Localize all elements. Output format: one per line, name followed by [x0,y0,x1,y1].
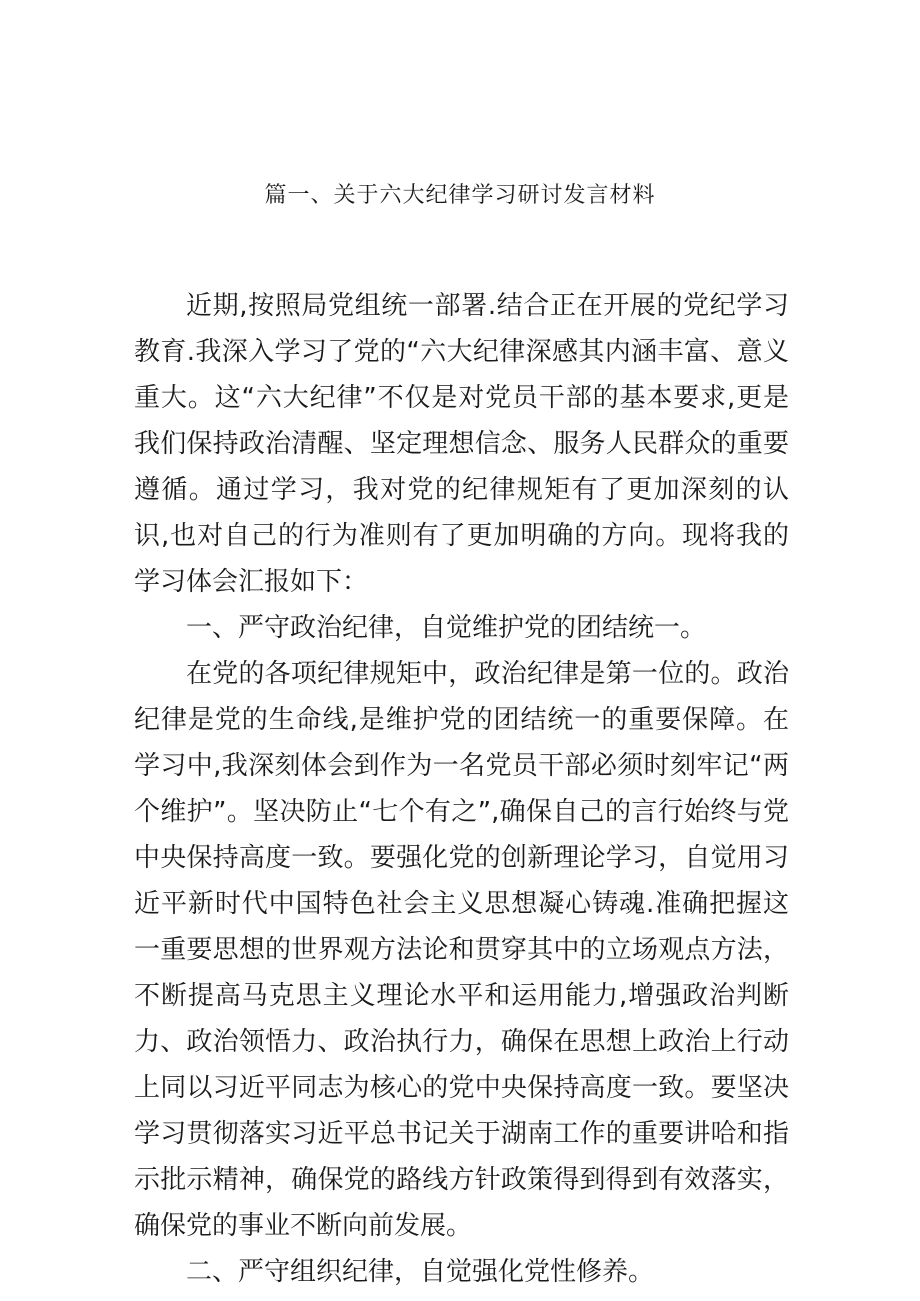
section-heading-organizational-discipline: 二、严守组织纪律，自觉强化党性修养。 [186,1257,655,1287]
paragraph-political-discipline: 在党的各项纪律规矩中，政治纪律是第一位的。政治纪律是党的生命线,是维护党的团结统一的重要保障。在学习中,我深刻体会到作为一名党员干部必须时刻牢记“两个维护”。坚决防止“七个有之”,确保自己的言行始终与党中央保持高度一致。要强化党的创新理论学习，自觉用习近平新时代中国特色社会主义思想凝心铸魂.准确把握这一重要思想的世界观方法论和贯穿其中的立场观点方法，不断提高马克思主义理论水平和运用能力,增强政治判断力、政治领悟力、政治执行力，确保在思想上政治上行动上同以习近平同志为核心的党中央保持高度一致。要坚决学习贯彻落实习近平总书记关于湖南工作的重要讲哈和指示批示精神，确保党的路线方针政策得到得到有效落实，确保党的事业不断向前发展。 [134,659,789,1241]
paragraph-intro: 近期,按照局党组统一部署.结合正在开展的党纪学习教育.我深入学习了党的“六大纪律深感其内涵丰富、意义重大。这“六大纪律”不仅是对党员干部的基本要求,更是我们保持政治清醒、坚定理想信念、服务人民群众的重要遵循。通过学习，我对党的纪律规矩有了更加深刻的认识,也对自己的行为准则有了更加明确的方向。现将我的学习体会汇报如下： [134,291,789,597]
document-title: 篇一、关于六大纪律学习研讨发言材料 [264,183,656,208]
section-heading-political-discipline: 一、严守政治纪律，自觉维护党的团结统一。 [186,613,707,643]
document-body [134,283,789,1295]
